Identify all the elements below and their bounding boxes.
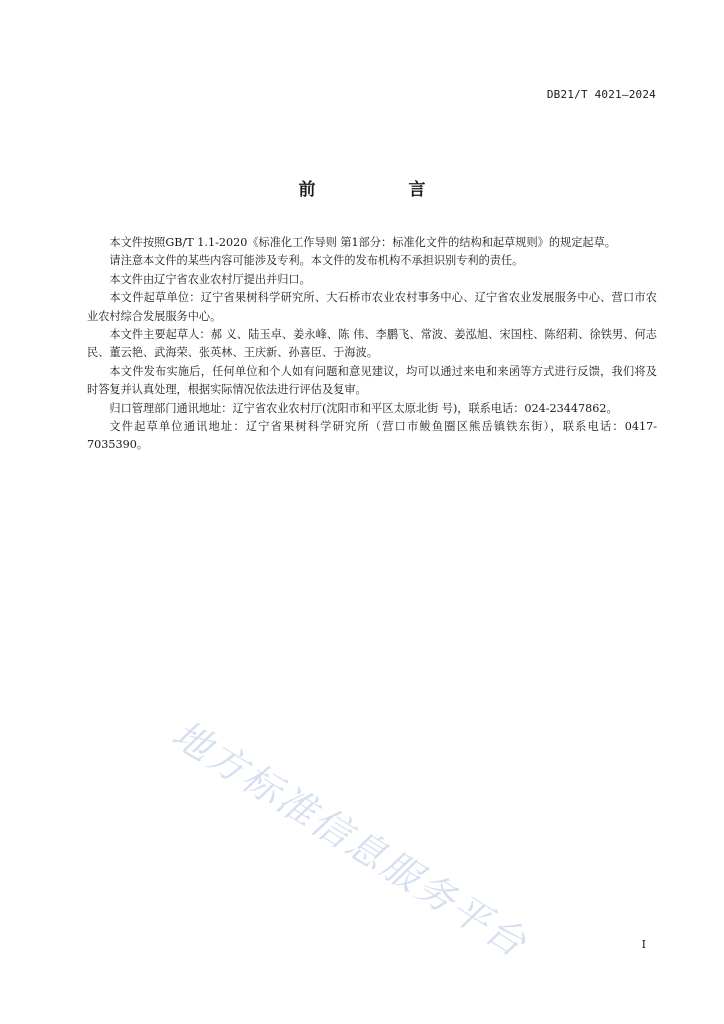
page-title: 前 言 [298, 180, 464, 200]
paragraph-drafter-address: 文件起草单位通讯地址：辽宁省果树科学研究所（营口市鲅鱼圈区熊岳镇铁东街），联系电话：0417-7035390。 [87, 420, 657, 452]
paragraph-drafting-units: 本文件起草单位：辽宁省果树科学研究所、大石桥市农业农村事务中心、辽宁省农业发展服务中心、营口市农业农村综合发展服务中心。 [87, 291, 657, 323]
paragraph-feedback: 本文件发布实施后，任何单位和个人如有问题和意见建议，均可以通过来电和来函等方式进行反馈，我们将及时答复并认真处理，根据实际情况依法进行评估及复审。 [87, 364, 657, 397]
page-number: I [641, 938, 646, 951]
paragraph-patent-notice: 请注意本文件的某些内容可能涉及专利。本文件的发布机构不承担识别专利的责任。 [109, 254, 524, 268]
paragraph-authority-address: 归口管理部门通讯地址：辽宁省农业农村厅(沈阳市和平区太原北街 号)，联系电话：024-23447862。 [109, 401, 618, 415]
paragraph-drafters: 本文件主要起草人：郝 义、陆玉卓、姜永峰、陈 伟、李鹏飞、常波、姜泓旭、宋国柱、陈绍莉、徐铁男、何志民、董云艳、武海荣、张英林、王庆新、孙喜臣、于海波。 [87, 328, 657, 360]
paragraph-standard-basis: 本文件按照GB/T 1.1-2020《标准化工作导则 第1部分：标准化文件的结构和起草规则》的规定起草。 [109, 236, 616, 249]
document-code: DB21/T 4021—2024 [546, 88, 656, 101]
paragraph-proposer: 本文件由辽宁省农业农村厅提出并归口。 [109, 272, 311, 286]
watermark-text: 地方标准信息服务平台 [164, 711, 536, 967]
preface-body [87, 234, 657, 455]
